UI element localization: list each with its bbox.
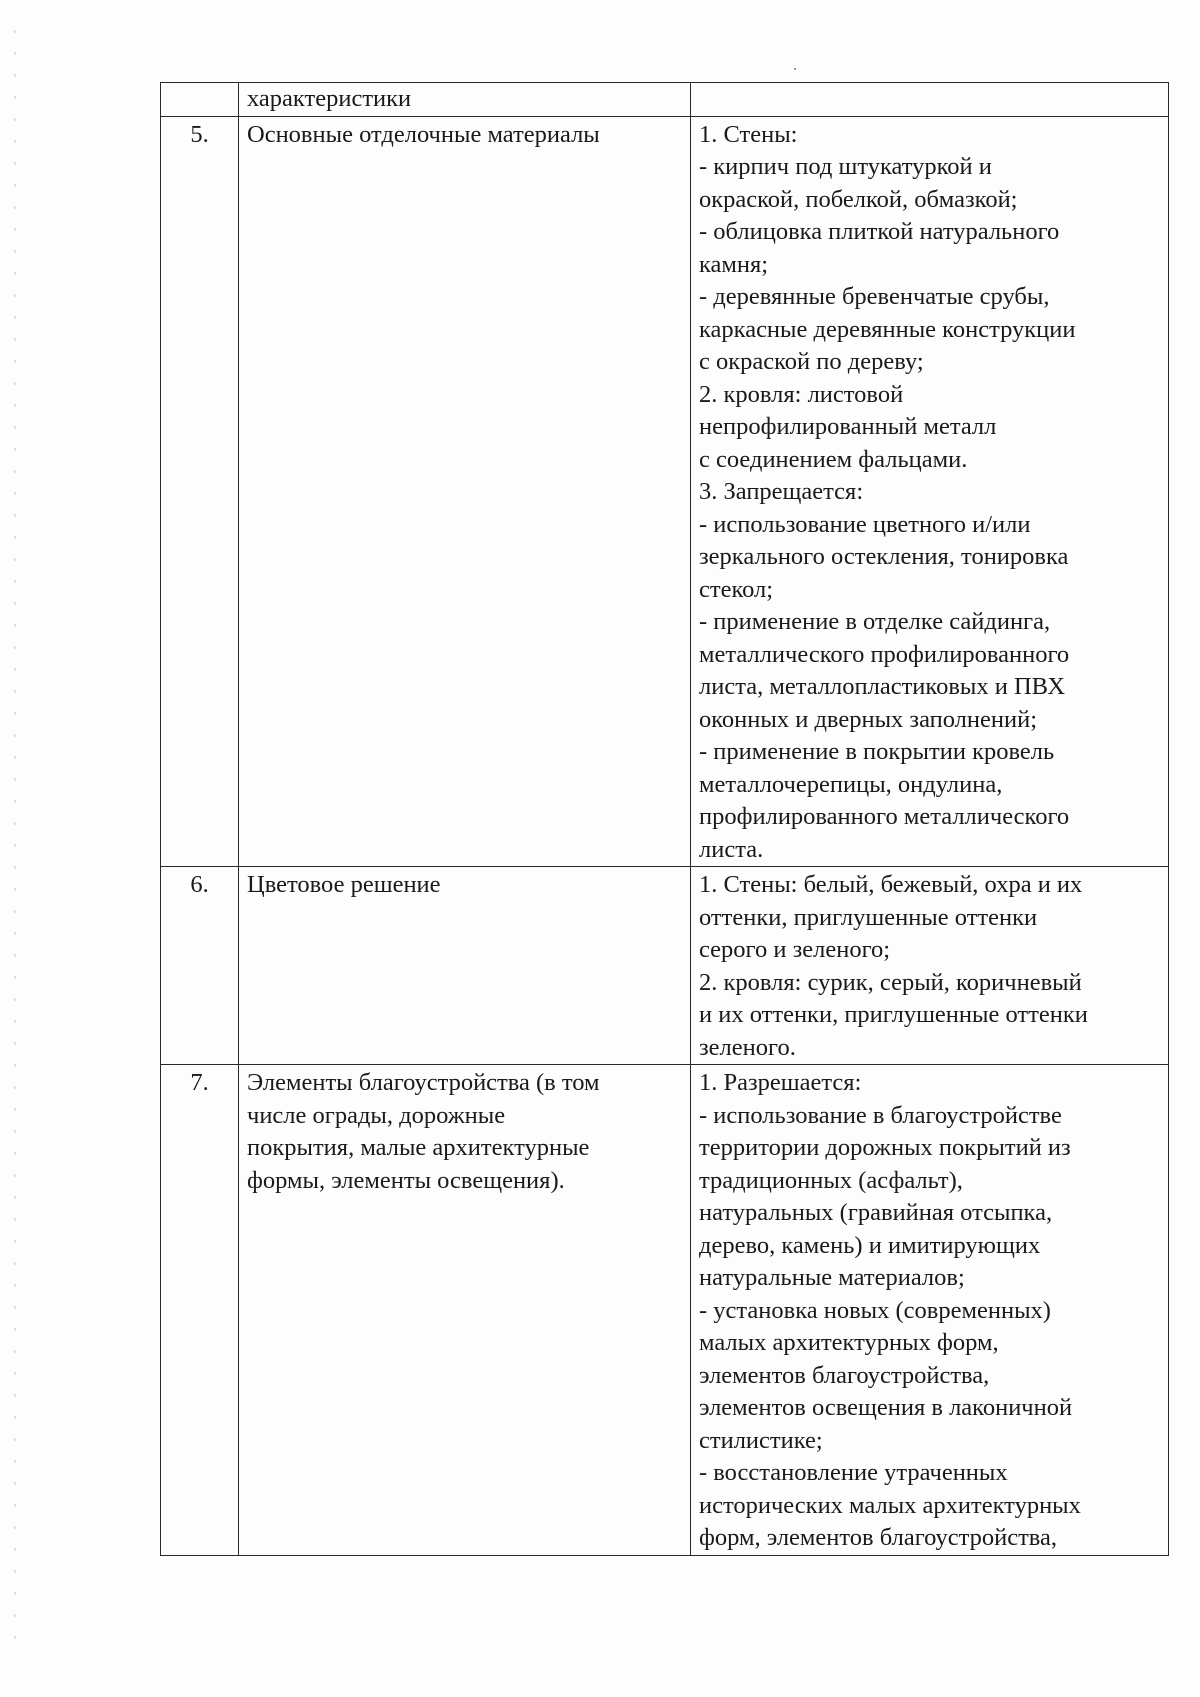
desc-line: - применение в покрытии кровель: [699, 738, 1055, 765]
desc-line: каркасные деревянные конструкции: [699, 315, 1076, 343]
desc-line: исторических малых архитектурных: [699, 1491, 1081, 1519]
row-desc-cell: [691, 116, 1169, 867]
desc-line: и их оттенки, приглушенные оттенки: [699, 1001, 1088, 1028]
desc-line: - восстановление утраченных: [699, 1459, 1008, 1486]
desc-line: стилистике;: [699, 1426, 823, 1454]
row-number-cell: [161, 867, 239, 1065]
row-desc-cell: [691, 1065, 1169, 1556]
desc-line: зеркального остекления, тонировка: [699, 543, 1069, 570]
row-name-line: числе ограды, дорожные: [247, 1101, 506, 1129]
row-name-line: Цветовое решение: [247, 871, 441, 898]
scan-edge-artifact: [14, 30, 16, 1650]
desc-line: 1. Стены: белый, бежевый, охра и их: [699, 871, 1083, 898]
row-desc-cell: [691, 83, 1169, 117]
desc-line: стекол;: [699, 575, 774, 603]
desc-line: листа.: [699, 835, 764, 863]
desc-line: металлического профилированного: [699, 640, 1070, 668]
desc-line: с соединением фальцами.: [699, 445, 968, 473]
desc-line: - использование цветного и/или: [699, 510, 1031, 538]
row-desc-cell: [691, 867, 1169, 1065]
row-number: 7.: [190, 1069, 209, 1096]
row-name-cell: [239, 83, 691, 117]
desc-line: традиционных (асфальт),: [699, 1166, 963, 1194]
desc-line: 1. Стены:: [699, 120, 798, 148]
desc-line: - облицовка плиткой натурального: [699, 218, 1060, 245]
table-row-6: [161, 867, 1169, 1065]
desc-line: - деревянные бревенчатые срубы,: [699, 283, 1050, 310]
desc-line: серого и зеленого;: [699, 936, 891, 963]
table-row-7: [161, 1065, 1169, 1556]
desc-line: территории дорожных покрытий из: [699, 1134, 1071, 1161]
desc-line: листа, металлопластиковых и ПВХ: [699, 673, 1066, 700]
row-number-cell: [161, 83, 239, 117]
desc-line: окраской, побелкой, обмазкой;: [699, 185, 1018, 213]
desc-line: зеленого.: [699, 1033, 796, 1061]
row-name-cell: [239, 116, 691, 867]
desc-line: элементов освещения в лаконичной: [699, 1394, 1073, 1421]
desc-line: металлочерепицы, ондулина,: [699, 770, 1003, 798]
row-number: 6.: [190, 871, 209, 898]
desc-line: дерево, камень) и имитирующих: [699, 1231, 1041, 1259]
row-name-line: Элементы благоустройства (в том: [247, 1069, 600, 1096]
row-number-cell: [161, 116, 239, 867]
desc-line: 2. кровля: листовой: [699, 380, 904, 408]
row-name-line: Основные отделочные материалы: [247, 120, 600, 148]
row-name-line: формы, элементы освещения).: [247, 1166, 565, 1194]
row-name-cell: [239, 867, 691, 1065]
desc-line: натуральных (гравийная отсыпка,: [699, 1199, 1053, 1226]
row-name-cell: [239, 1065, 691, 1556]
desc-line: оконных и дверных заполнений;: [699, 705, 1038, 733]
specification-table: [160, 82, 1169, 1556]
desc-line: 2. кровля: сурик, серый, коричневый: [699, 968, 1082, 996]
desc-line: оттенки, приглушенные оттенки: [699, 903, 1038, 931]
desc-line: с окраской по дереву;: [699, 348, 924, 375]
desc-line: форм, элементов благоустройства,: [699, 1524, 1058, 1551]
desc-line: профилированного металлического: [699, 803, 1070, 830]
scan-dot-artifact: [794, 68, 796, 70]
desc-line: 3. Запрещается:: [699, 478, 864, 505]
desc-line: непрофилированный металл: [699, 413, 997, 440]
table-row-continuation: [161, 83, 1169, 117]
desc-line: натуральные материалов;: [699, 1264, 965, 1291]
desc-line: - применение в отделке сайдинга,: [699, 608, 1051, 635]
row-name-line: покрытия, малые архитектурные: [247, 1134, 590, 1161]
desc-line: малых архитектурных форм,: [699, 1329, 999, 1356]
desc-line: - кирпич под штукатуркой и: [699, 153, 992, 180]
row-name-line: характеристики: [247, 85, 412, 112]
desc-line: - установка новых (современных): [699, 1296, 1051, 1324]
row-number-cell: [161, 1065, 239, 1556]
desc-line: 1. Разрешается:: [699, 1069, 862, 1096]
row-number: 5.: [190, 120, 209, 148]
desc-line: элементов благоустройства,: [699, 1361, 990, 1389]
table-row-5: [161, 116, 1169, 867]
desc-line: камня;: [699, 250, 769, 278]
desc-line: - использование в благоустройстве: [699, 1101, 1062, 1129]
